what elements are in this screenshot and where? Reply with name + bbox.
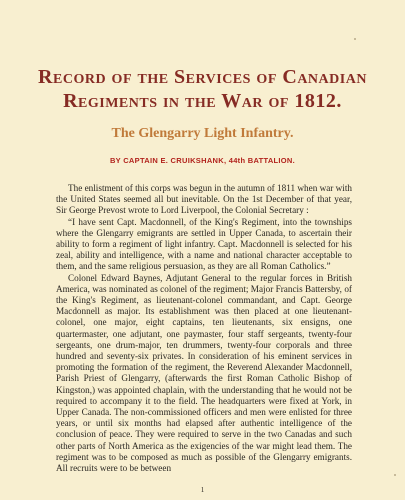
paragraph: “I have sent Capt. Macdonnell, of the King's Regiment, into the townships where the Glengarry emigrants are settled in Upper Canada, to ascertain their ability to form a regiment of light infantry. Capt. Macdonnell is selected for his zeal, ability and intelligence, with a name and national character acceptable to them, and the same religious persuasion, as they are all Roman Catholics.”	[56, 216, 352, 272]
subtitle: The Glengarry Light Infantry.	[111, 126, 294, 141]
paragraph: The enlistment of this corps was begun in the autumn of 1811 when war with the United States seemed all but inevitable. On the 1st December of that year, Sir George Prevost wrote to Lord Liverpool, the Colonial Secretary :	[56, 183, 352, 216]
paper-speck	[354, 38, 356, 40]
byline: BY CAPTAIN E. CRUIKSHANK, 44th BATTALION.	[109, 156, 296, 165]
paper-speck	[394, 474, 396, 476]
title-line-2: Regiments in the War of 1812.	[63, 90, 342, 112]
title-line-1: Record of the Services of Canadian	[38, 66, 367, 88]
body-text	[56, 183, 352, 474]
page-number: 1	[200, 486, 205, 494]
paragraph: Colonel Edward Baynes, Adjutant General to the regular forces in British America, was nominated as colonel of the regiment; Major Francis Battersby, of the King's Regiment, as lieutenant-colonel commandant, and Capt. George Macdonnell as major. Its establishment was then placed at one lieutenant-colonel, one major, eight captains, ten lieutenants, six ensigns, one quartermaster, one adjutant, one paymaster, four staff sergeants, twenty-four sergeants, one drum-major, ten drummers, twenty-four corporals and three hundred and seventy-six privates. In consideration of his eminent services in promoting the formation of the regiment, the Reverend Alexander Macdonnell, Parish Priest of Glengarry, (afterwards the first Roman Catholic Bishop of Kingston,) was appointed chaplain, with the understanding that he would not be required to accompany it to the field. The headquarters were fixed at York, in Upper Canada. The non-commissioned officers and men were enlisted for three years, or until six months had elapsed after authentic intelligence of the conclusion of peace. They were required to serve in the two Canadas and such other parts of North America as the exigencies of the war might lead them. The regiment was to be composed as much as possible of the Glengarry emigrants. All recruits were to be between	[56, 272, 352, 474]
